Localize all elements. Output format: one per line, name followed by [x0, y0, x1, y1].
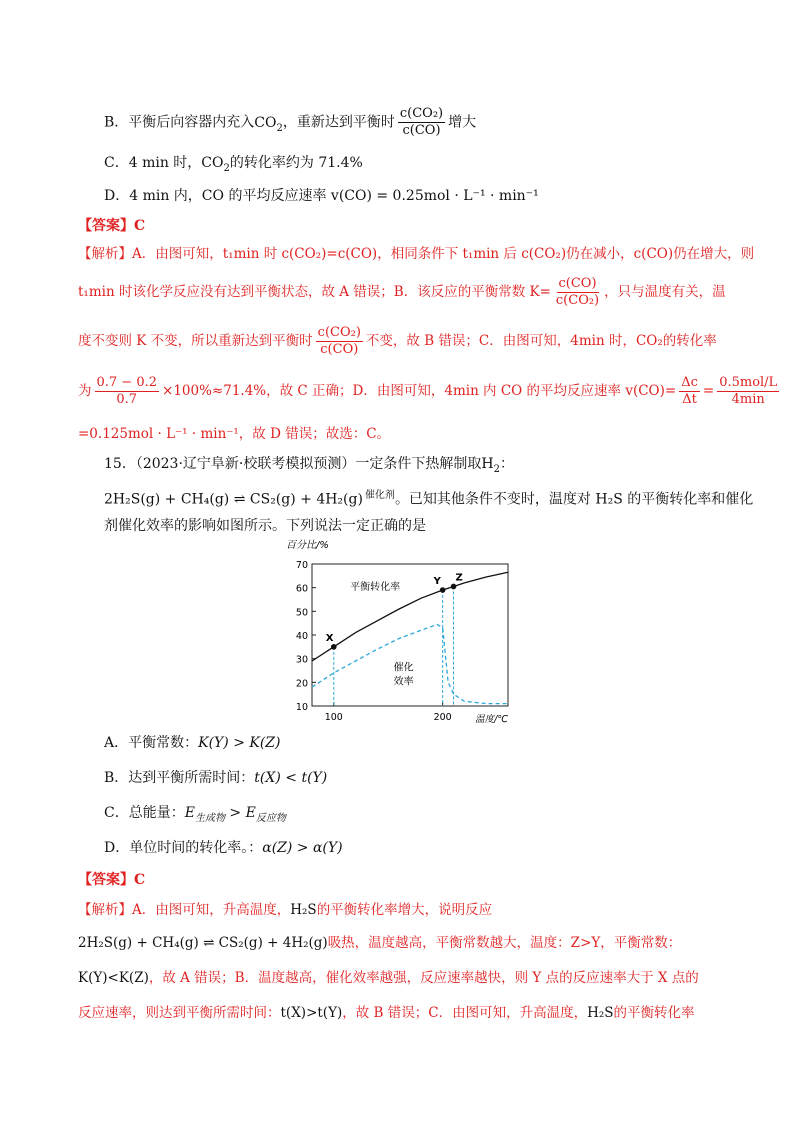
- analysis-text: 不变，故 B 错误；C．由图可知，4min 时，CO₂的转化率: [365, 333, 717, 349]
- analysis-text: 【解析】A．由图可知，升高温度，: [78, 902, 291, 918]
- answer-label: 【答案】C: [78, 218, 146, 234]
- q15-stem-line-3: 剂催化效率的影响如图所示。下列说法一定正确的是: [104, 518, 426, 534]
- analysis-text: ，故 A 错误；B．温度越高，催化效率越强，反应速率越快，则 Y 点的反应速率大于 X 点的: [148, 970, 699, 986]
- series-line-equilibrium-conversion: [312, 572, 508, 661]
- stem-text: 15．（2023·辽宁阜新·校联考模拟预测）一定条件下热解制取: [104, 456, 482, 472]
- h2s-formula: H₂S: [290, 902, 317, 918]
- h2s-formula: H₂S: [587, 1005, 614, 1021]
- k-comparison: K(Y)<K(Z): [78, 970, 149, 986]
- reaction-equation: 2H₂S(g) + CH₄(g) ⇌ CS₂(g) + 4H₂(g): [78, 935, 328, 951]
- q14-option-b: [104, 106, 476, 139]
- conversion-efficiency-chart: [280, 536, 520, 726]
- ratio-fraction: $\frac{\text{c(CO₂)}}{c(CO)}$: [399, 106, 444, 138]
- option-b-prefix: B．平衡后向容器内充入: [104, 114, 255, 131]
- analysis-text: ，只与温度有关，温: [604, 284, 726, 300]
- point-z: [451, 584, 457, 590]
- analysis-text: ×100%≈71.4%，故 C 正确；D．由图可知，4min 内 CO 的平均反应速率 v(CO)=: [162, 383, 677, 399]
- y-tick-label: 10: [295, 702, 308, 713]
- q15-analysis-line-1: [78, 900, 492, 920]
- chart-annotation: 催化: [393, 662, 414, 674]
- stem-text: ：: [499, 456, 514, 472]
- analysis-text: 的平衡转化率增大，说明反应: [316, 902, 493, 918]
- x-axis-label: 温度/℃: [475, 714, 508, 725]
- analysis-text: 为: [78, 383, 92, 399]
- analysis-text: 的平衡转化率: [613, 1005, 695, 1021]
- option-b-mid: ，重新达到平衡时: [282, 114, 395, 131]
- analysis-text: t₁min 时该化学反应没有达到平衡状态，故 A 错误；B．该反应的平衡常数 K=: [78, 284, 551, 300]
- point-label-z: Z: [455, 572, 463, 584]
- option-math: $E_{生成物} > E_{反应物}$: [184, 805, 286, 824]
- option-math: K(Y) > K(Z): [198, 735, 281, 751]
- analysis-text: 反应速率，则达到平衡所需时间：: [78, 1005, 281, 1021]
- k-fraction: $\frac{c(CO)}{\text{c(CO₂)}}$: [555, 276, 600, 308]
- option-math: α(Z) > α(Y): [262, 840, 343, 856]
- rate-formula: v(CO) = 0.25mol · L⁻¹ · min⁻¹: [330, 188, 539, 204]
- analysis-line-1: 【解析】A．由图可知，t₁min 时 c(CO₂)=c(CO)，相同条件下 t₁min 后 c(CO₂)仍在减小，c(CO)仍在增大，则: [78, 246, 755, 262]
- rate-value-fraction: $\frac{\text{0.5mol/L}}{4\min}$: [719, 375, 778, 407]
- q15-answer-label: 【答案】C: [78, 872, 146, 888]
- co2-formula: $CO_2$: [201, 155, 230, 174]
- option-math: t(X) < t(Y): [254, 770, 328, 786]
- point-label-x: X: [325, 632, 334, 644]
- q15-analysis-line-4: [78, 1003, 695, 1023]
- analysis-line-2: [78, 274, 726, 310]
- ratio-fraction: $\frac{\text{c(CO₂)}}{c(CO)}$: [317, 325, 361, 357]
- option-label: D．单位时间的转化率。：: [104, 840, 263, 856]
- y-tick-label: 70: [295, 560, 308, 571]
- q14-option-c: [104, 153, 363, 179]
- q15-option-c: [104, 803, 286, 829]
- co2-formula: $CO_2$: [254, 114, 283, 134]
- x-tick-label: 200: [433, 712, 452, 723]
- q15-option-d: [104, 838, 343, 858]
- analysis-line-3: [78, 323, 717, 359]
- q15-stem-line-2: [104, 486, 753, 510]
- analysis-text: 吸热，温度越高，平衡常数越大，温度：Z>Y，平衡常数：: [327, 935, 682, 951]
- conversion-fraction: $\frac{0.7 - 0.2}{0.7}$: [96, 375, 158, 407]
- q15-option-a: [104, 733, 281, 753]
- analysis-text: 度不变则 K 不变，所以重新达到平衡时: [78, 333, 313, 349]
- t-comparison: t(X)>t(Y): [280, 1005, 343, 1021]
- point-y: [440, 587, 446, 593]
- y-axis-label: 百分比/%: [286, 540, 329, 551]
- option-label: B．达到平衡所需时间：: [104, 770, 255, 786]
- rate-fraction: $\frac{\Delta c}{\Delta t}$: [681, 375, 698, 407]
- analysis-text: ，故 B 错误；C．由图可知，升高温度，: [342, 1005, 588, 1021]
- point-label-y: Y: [433, 576, 441, 588]
- h2-formula: $H_2$: [481, 456, 500, 475]
- q14-option-d: [104, 186, 539, 206]
- q15-stem-line-1: [104, 454, 514, 480]
- equals-sign: =: [702, 383, 715, 399]
- point-x: [331, 644, 337, 650]
- y-tick-label: 40: [295, 631, 308, 642]
- q15-analysis-line-2: [78, 933, 681, 953]
- option-d-text: D．4 min 内，CO 的平均反应速率: [104, 188, 327, 204]
- y-tick-label: 60: [295, 583, 308, 595]
- option-label: A．平衡常数：: [104, 735, 199, 751]
- y-tick-label: 30: [295, 654, 308, 666]
- analysis-line-5: =0.125mol · L⁻¹ · min⁻¹，故 D 错误；故选：C。: [78, 426, 391, 442]
- q15-option-b: [104, 768, 327, 788]
- option-b-suffix: 增大: [448, 114, 477, 131]
- option-label: C．总能量：: [104, 805, 185, 821]
- chart-annotation: 效率: [393, 676, 414, 688]
- reaction-equation: 2H₂S(g) + CH₄(g) ⇌ CS₂(g) + 4H₂(g): [104, 491, 363, 508]
- y-tick-label: 50: [295, 607, 308, 619]
- option-c-text: C．4 min 时，: [104, 155, 202, 171]
- equation-condition: 催化剂: [364, 490, 395, 501]
- analysis-line-4: [78, 373, 782, 409]
- stem-text: 。已知其他条件不变时，温度对 H₂S 的平衡转化率和催化: [394, 491, 754, 508]
- x-tick-label: 100: [324, 712, 343, 723]
- option-c-suffix: 的转化率约为 71.4%: [229, 155, 363, 171]
- y-tick-label: 20: [295, 678, 308, 690]
- q15-analysis-line-3: [78, 968, 699, 988]
- chart-annotation: 平衡转化率: [350, 582, 401, 594]
